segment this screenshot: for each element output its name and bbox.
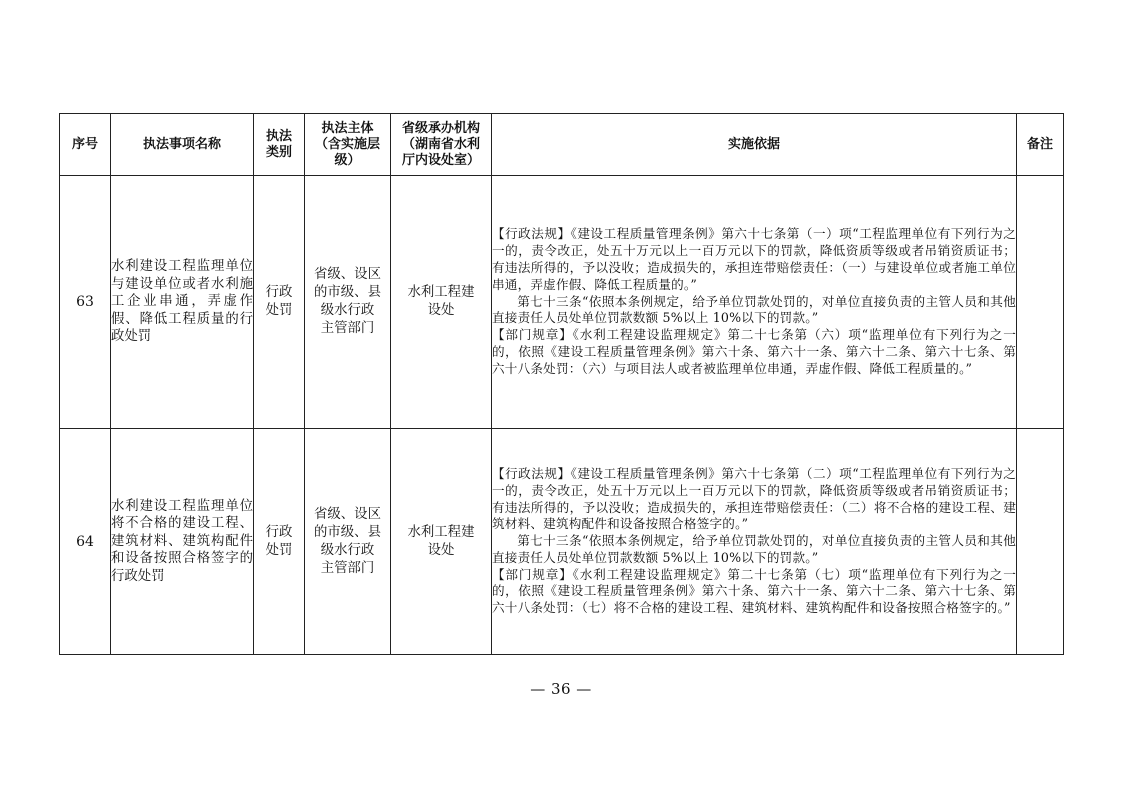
table-row	[60, 429, 1064, 655]
row-org: 水利工程建 设处	[391, 429, 492, 655]
row-basis	[492, 176, 1017, 429]
row-subject: 省级、设区 的市级、县 级水行政 主管部门	[305, 429, 391, 655]
header-category: 执法 类别	[254, 114, 305, 176]
row-basis	[492, 429, 1017, 655]
basis-paragraph: 【行政法规】《建设工程质量管理条例》第六十七条第（一）项“工程监理单位有下列行为之一的，责令改正，处五十万元以上一百万元以下的罚款，降低资质等级或者吊销资质证书；有违法所得的，予以没收；造成损失的，承担连带赔偿责任：（一）与建设单位或者施工单位串通，弄虚作假、降低工程质量的。”	[492, 226, 1016, 292]
row-item-name: 水利建设工程监理单位与建设单位或者水利施工企业串通，弄虚作假、降低工程质量的行政处罚	[111, 176, 254, 429]
basis-paragraph: 第七十三条“依照本条例规定，给予单位罚款处罚的，对单位直接负责的主管人员和其他直接责任人员处单位罚款数额 5%以上 10%以下的罚款。”	[492, 293, 1016, 326]
header-org: 省级承办机构 （湖南省水利 厅内设处室）	[391, 114, 492, 176]
header-name: 执法事项名称	[111, 114, 254, 176]
header-seq: 序号	[60, 114, 111, 176]
page-number: — 36 —	[530, 680, 592, 698]
table-header-row	[60, 114, 1064, 176]
row-remark	[1017, 429, 1064, 655]
row-category: 行政 处罚	[254, 429, 305, 655]
row-remark	[1017, 176, 1064, 429]
header-remark: 备注	[1017, 114, 1064, 176]
row-subject: 省级、设区 的市级、县 级水行政 主管部门	[305, 176, 391, 429]
row-item-name: 水利建设工程监理单位将不合格的建设工程、建筑材料、建筑构配件和设备按照合格签字的行政处罚	[111, 429, 254, 655]
table-row	[60, 176, 1064, 429]
row-seq: 64	[60, 429, 111, 655]
row-org: 水利工程建 设处	[391, 176, 492, 429]
basis-paragraph: 第七十三条“依照本条例规定，给予单位罚款处罚的，对单位直接负责的主管人员和其他直接责任人员处单位罚款数额 5%以上 10%以下的罚款。”	[492, 533, 1016, 565]
basis-paragraph: 【部门规章】《水利工程建设监理规定》第二十七条第（六）项“监理单位有下列行为之一的，依照《建设工程质量管理条例》第六十条、第六十一条、第六十二条、第六十七条、第六十八条处罚：（六）与项目法人或者被监理单位串通，弄虚作假、降低工程质量的。”	[492, 327, 1016, 376]
basis-paragraph: 【部门规章】《水利工程建设监理规定》第二十七条第（七）项“监理单位有下列行为之一的，依照《建设工程质量管理条例》第六十条、第六十一条、第六十二条、第六十七条、第六十八条处罚：（七）将不合格的建设工程、建筑材料、建筑构配件和设备按照合格签字的。”	[492, 566, 1016, 616]
enforcement-items-table	[59, 113, 1064, 655]
header-basis: 实施依据	[492, 114, 1017, 176]
row-seq: 63	[60, 176, 111, 429]
row-category: 行政 处罚	[254, 176, 305, 429]
basis-paragraph: 【行政法规】《建设工程质量管理条例》第六十七条第（二）项“工程监理单位有下列行为之一的，责令改正，处五十万元以上一百万元以下的罚款，降低资质等级或者吊销资质证书；有违法所得的，予以没收；造成损失的，承担连带赔偿责任：（二）将不合格的建设工程、建筑材料、建筑构配件和设备按照合格签字的。”	[492, 465, 1016, 532]
header-subject: 执法主体 （含实施层 级）	[305, 114, 391, 176]
